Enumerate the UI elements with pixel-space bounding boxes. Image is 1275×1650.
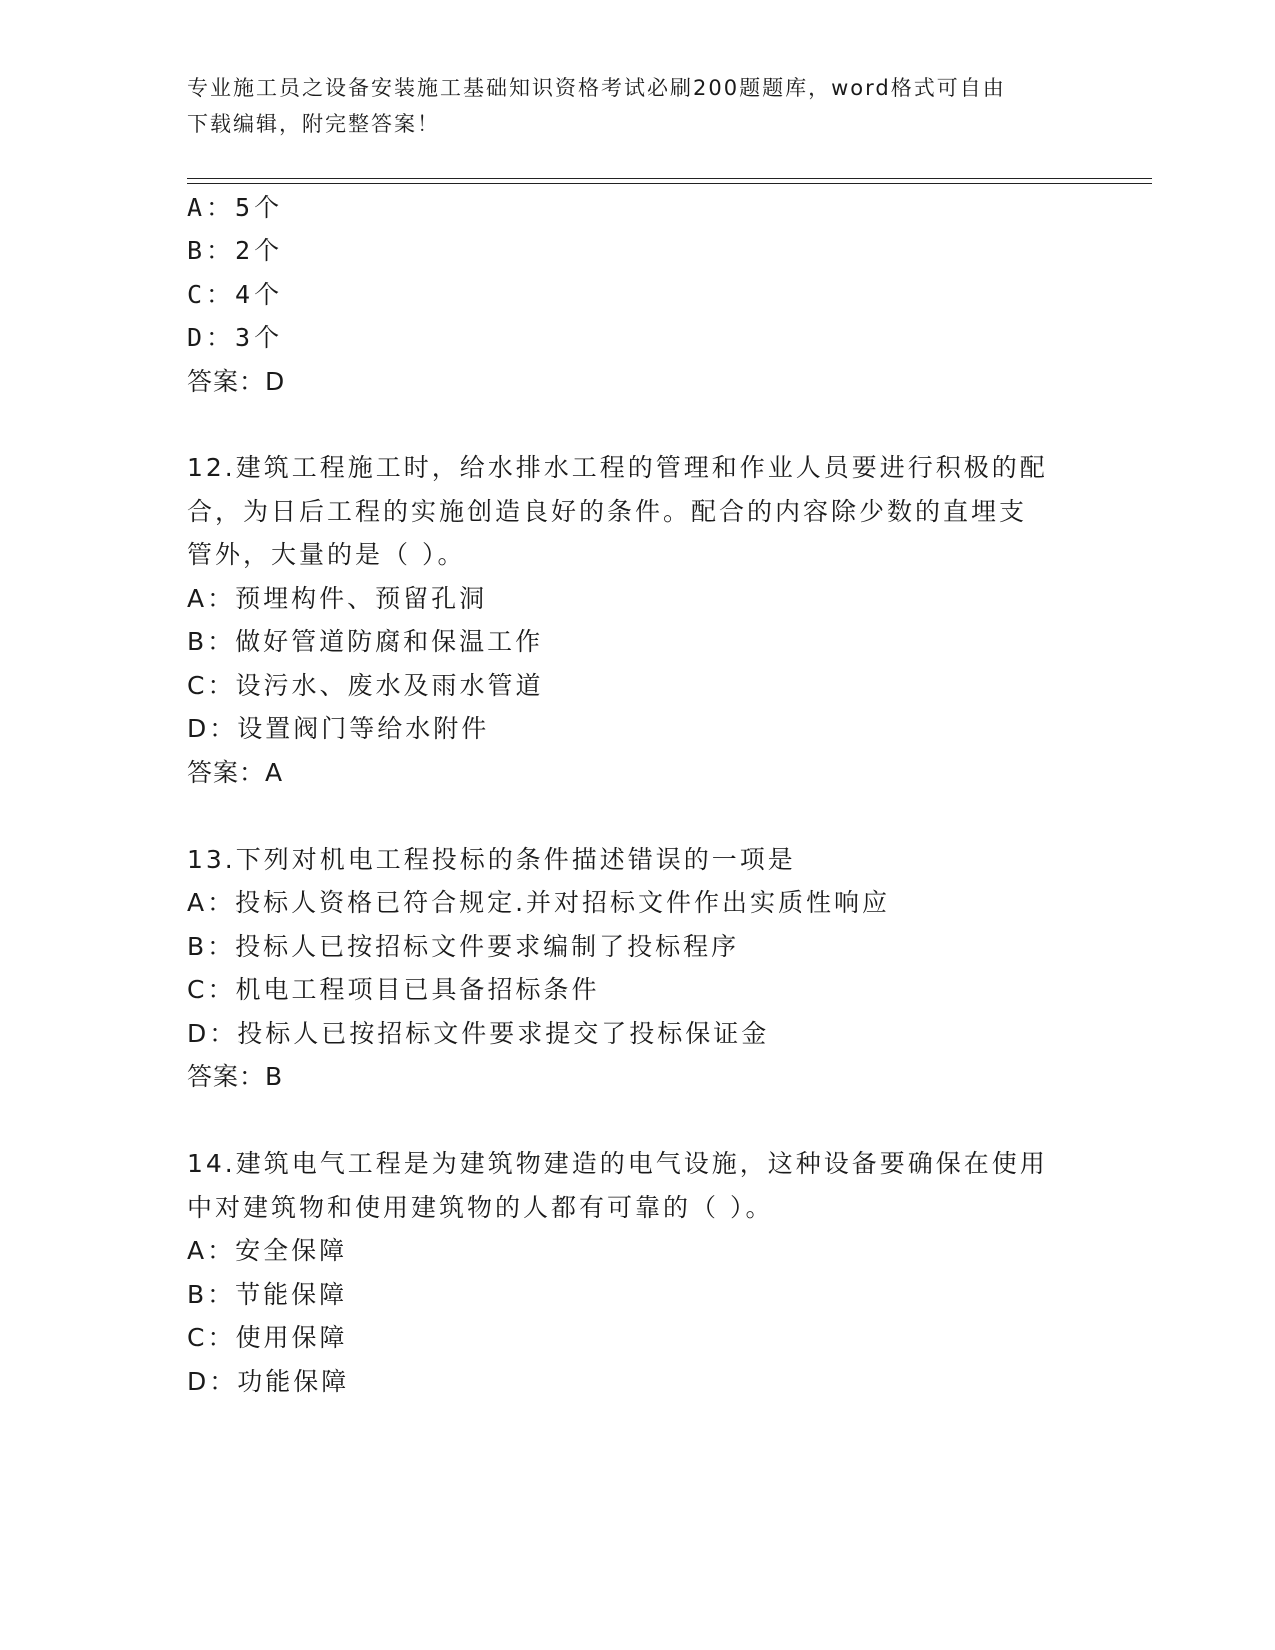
q13-option-d: D：投标人已按招标文件要求提交了投标保证金 xyxy=(187,1019,770,1048)
header-divider-bottom xyxy=(187,183,1152,184)
q12-option-a: A：预埋构件、预留孔洞 xyxy=(187,584,488,613)
q14-stem-line-1: 14.建筑电气工程是为建筑物建造的电气设施，这种设备要确保在使用 xyxy=(187,1149,1048,1178)
q11-option-b: B：2个 xyxy=(187,236,284,265)
q12-option-d: D：设置阀门等给水附件 xyxy=(187,714,490,743)
document-header xyxy=(187,70,1067,142)
q14-stem-line-2: 中对建筑物和使用建筑物的人都有可靠的（ ）。 xyxy=(187,1193,774,1222)
q12-option-b: B：做好管道防腐和保温工作 xyxy=(187,627,544,656)
q12-stem-line-1: 12.建筑工程施工时，给水排水工程的管理和作业人员要进行积极的配 xyxy=(187,453,1048,482)
q12-stem-line-3: 管外，大量的是（ ）。 xyxy=(187,540,466,569)
q13-answer: 答案：B xyxy=(187,1062,284,1091)
q14-option-d: D：功能保障 xyxy=(187,1367,350,1396)
q12-stem-line-2: 合，为日后工程的实施创造良好的条件。配合的内容除少数的直埋支 xyxy=(187,497,1028,526)
q12-answer: 答案：A xyxy=(187,758,284,787)
q14-option-a: A：安全保障 xyxy=(187,1236,348,1265)
q14-option-b: B：节能保障 xyxy=(187,1280,348,1309)
q11-answer: 答案：D xyxy=(187,367,286,396)
q13-stem-line-1: 13.下列对机电工程投标的条件描述错误的一项是 xyxy=(187,845,796,874)
header-title-line-2: 下载编辑，附完整答案！ xyxy=(187,112,440,136)
q11-option-a: A：5个 xyxy=(187,193,284,222)
header-divider-top xyxy=(187,178,1152,179)
q11-option-c: C：4个 xyxy=(187,280,284,309)
q13-option-b: B：投标人已按招标文件要求编制了投标程序 xyxy=(187,932,740,961)
q13-option-a: A：投标人资格已符合规定.并对招标文件作出实质性响应 xyxy=(187,888,891,917)
q14-option-c: C：使用保障 xyxy=(187,1323,348,1352)
header-title-line-1: 专业施工员之设备安装施工基础知识资格考试必刷200题题库，word格式可自由 xyxy=(187,76,1006,100)
q13-option-c: C：机电工程项目已具备招标条件 xyxy=(187,975,600,1004)
q12-option-c: C：设污水、废水及雨水管道 xyxy=(187,671,544,700)
q11-option-d: D：3个 xyxy=(187,323,284,352)
